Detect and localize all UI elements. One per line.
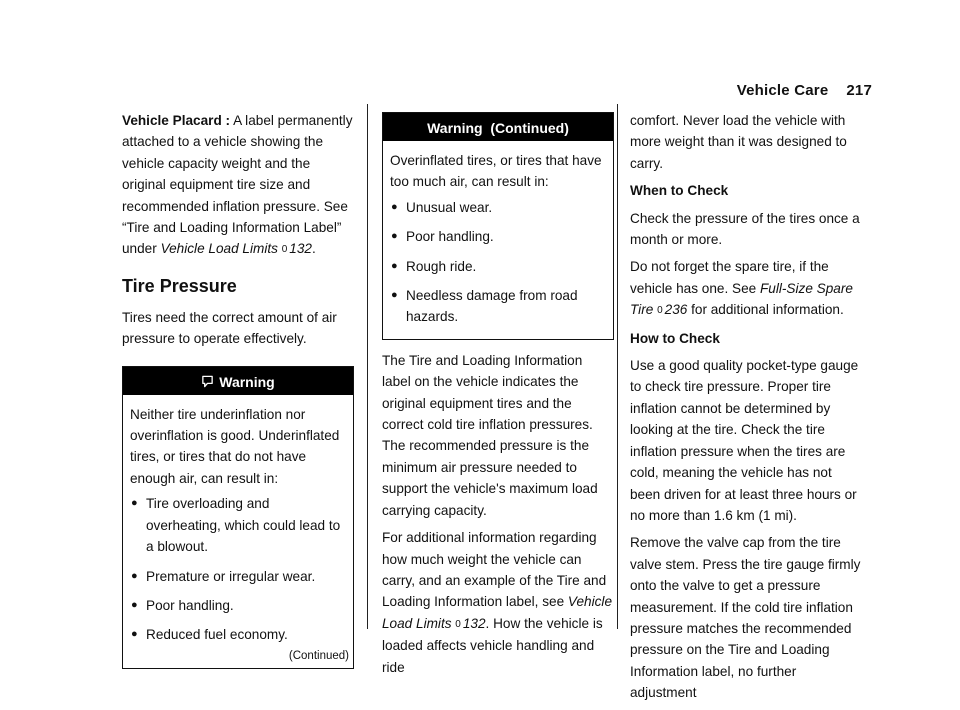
spare-tire-paragraph [630,256,862,321]
label-paragraph: The Tire and Loading Information label on the vehicle indicates the original equipment tires and the correct cold tire inflation pressures. The recommended pressure is the minimum air pressure needed to support the vehicle's maximum load carrying capacity. [382,352,598,518]
page-arrow-icon: 0 [281,244,288,256]
valve-cap-paragraph: Remove the valve cap from the tire valve stem. Press the tire gauge firmly onto the valve to get a pressure measurement. If the cold tire inflation pressure matches the recommended pressure on the Tire and Loading Information label, no further adjustment [630,535,861,701]
when-to-check-heading: When to Check [630,183,729,199]
list-item-text: Poor handling. [406,229,494,245]
period: . [311,241,316,257]
warning-text: Neither tire underinflation nor overinflation is good. Underinflated tires, or tires that do not have enough air, can result in: [130,406,340,486]
list-item [130,624,346,645]
list-item-text: Tire overloading and overheating, which could lead to a blowout. [146,496,341,555]
bullet-icon: ● [391,259,398,272]
paragraph-tail: . How the vehicle is loaded affects vehicle handling and ride [382,615,603,675]
placard-term: Vehicle Placard : [122,113,231,128]
page-ref-number: 132 [462,615,486,631]
column-divider [617,104,618,629]
vehicle-placard-paragraph [122,110,354,261]
list-item [130,595,346,616]
column-3 [630,110,862,710]
column-2 [382,112,614,684]
list-item [390,256,606,277]
placard-text: A label permanently attached to a vehicle showing the vehicle capacity weight and the original equipment tire size and recommended inflation pressure. See “Tire and Loading Information Label” under [122,113,353,257]
list-item-text: Reduced fuel economy. [146,627,288,643]
warning-continued-list [390,197,606,328]
page-ref[interactable] [455,616,485,631]
list-item [130,493,346,557]
page-ref[interactable] [282,241,312,256]
paragraph-text: Do not forget the spare tire, if the vehicle has one. See [630,259,829,296]
page-number: 217 [846,82,872,99]
column-1 [122,110,354,679]
list-item-text: Unusual wear. [406,199,493,215]
full-size-spare-tire-link[interactable]: Full-Size Spare Tire [630,280,853,318]
warning-continued-text: Overinflated tires, or tires that have too much air, can result in: [390,153,602,190]
intro-paragraph: Tires need the correct amount of air pressure to operate effectively. [122,309,337,347]
paragraph-tail: for additional information. [691,302,844,318]
list-item [390,197,606,218]
section-heading: Tire Pressure [122,275,237,296]
bullet-icon: ● [391,289,398,302]
page-arrow-icon: 0 [455,618,461,630]
list-item-text: Rough ride. [406,258,477,274]
warning-continued-header: Warning (Continued) [383,113,613,141]
warning-body [123,395,353,668]
column-divider [367,104,368,629]
list-item-text: Poor handling. [146,597,234,613]
bullet-icon: ● [131,497,138,510]
page-arrow-icon: 0 [657,305,663,317]
list-item-text: Premature or irregular wear. [146,568,316,584]
bullet-icon: ● [131,628,138,641]
list-item [390,226,606,247]
warning-header [123,367,353,395]
list-item [130,566,346,587]
warning-continued-box [382,112,614,340]
bullet-icon: ● [391,200,398,213]
page-ref[interactable] [657,302,687,317]
bullet-icon: ● [131,598,138,611]
paragraph-text: For additional information regarding how much weight the vehicle can carry, and an example of the Tire and Loading Information label, see [382,530,607,610]
warning-title: Warning [219,373,275,390]
page-ref-number: 132 [289,241,312,257]
list-item-text: Needless damage from road hazards. [406,288,578,325]
warning-list [130,493,346,645]
additional-info-paragraph [382,527,614,678]
page-ref-number: 236 [664,302,688,318]
comfort-paragraph: comfort. Never load the vehicle with more weight than it was designed to carry. [630,113,847,171]
warning-icon [201,375,214,388]
page-header [737,80,872,101]
how-to-check-paragraph: Use a good quality pocket-type gauge to check tire pressure. Proper tire inflation cannot be determined by looking at the tire. Check the tire inflation pressure when the tires are cold, meaning the vehicle has not been driven for at least three hours or no more than 1.6 km (1 mi). [630,358,859,523]
bullet-icon: ● [391,230,398,243]
when-to-check-paragraph: Check the pressure of the tires once a month or more. [630,210,860,248]
vehicle-load-limits-link[interactable]: Vehicle Load Limits [382,594,613,631]
vehicle-load-limits-link[interactable]: Vehicle Load Limits [160,241,278,257]
warning-box [122,366,354,669]
bullet-icon: ● [131,569,138,582]
continued-label: (Continued) [288,649,349,662]
how-to-check-heading: How to Check [630,330,720,346]
warning-continued-body [383,141,613,339]
section-title: Vehicle Care [736,82,829,99]
list-item [390,285,606,328]
